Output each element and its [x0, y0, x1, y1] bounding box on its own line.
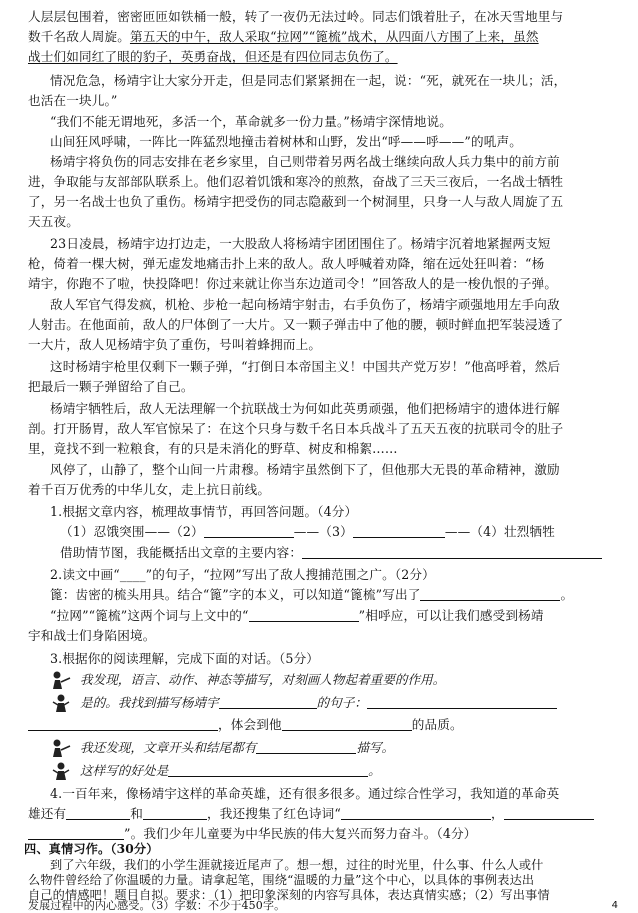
question-2-line: “拉网”“篦梳”这两个词与上文中的“ ”相呼应，可以让我们感受到杨靖	[50, 608, 544, 623]
passage-line: 了，另一名战士也负了重伤。杨靖宇把受伤的同志隐蔽到一个树洞里，只身一人与敌人周旋了五	[28, 194, 564, 209]
writing-prompt-line: 发展过程中的内心感受。（3）字数：不少于450字。	[28, 899, 286, 912]
writing-prompt-line: 到了六年级，我们的小学生涯就接近尾声了。想一想，过往的时光里，什么事、什么人或什	[50, 858, 544, 872]
answer-blank[interactable]	[504, 807, 594, 820]
page-number: 4	[611, 900, 618, 911]
question-2-line: 篦：齿密的梳头用具。结合“篦”字的本义，可以知道“篦梳”写出了 。	[50, 587, 574, 602]
dialogue-line: 这样写的好处是 。	[80, 763, 381, 778]
passage-line: 里，竟找不到一粒粮食，有的只是未消化的野草、树皮和棉絮……	[28, 441, 398, 456]
answer-blank[interactable]	[66, 807, 130, 820]
underlined-sentence: 战士们如同红了眼的豹子，英勇奋战，但还是有四位同志负伤了。	[28, 49, 398, 64]
passage-line: 着千百万优秀的中华儿女，走上抗日前线。	[28, 482, 271, 497]
passage-line: 敌人军官气得发疯，机枪、步枪一起向杨靖宇射击，右手负伤了，杨靖宇顽强地用左手向敌	[50, 297, 560, 312]
question-4-line: 雄还有 和 ，我还搜集了红色诗词“ ，	[28, 805, 620, 822]
question-1-summary: 借助情节图，我能概括出文章的主要内容：	[60, 544, 620, 561]
student-figure-icon	[50, 670, 72, 690]
answer-blank[interactable]	[143, 807, 207, 820]
answer-blank[interactable]	[28, 827, 124, 840]
passage-line: 一大片，敌人见杨靖宇负了重伤，号叫着蜂拥而上。	[28, 337, 322, 352]
passage-line: 靖宇，你跑不了啦，快投降吧！你过来就让你当东边道司令！”回答敌人的是一梭仇恨的子弹。	[28, 276, 558, 291]
answer-blank[interactable]	[28, 718, 218, 731]
passage-line: “我们不能无谓地死，多活一个，革命就多一份力量。”杨靖宇深情地说。	[50, 114, 452, 129]
answer-blank[interactable]	[256, 741, 356, 754]
passage-line: 数千名敌人周旋。第五天的中午，敌人采取“拉网”“篦梳”战术，从四面八方围了上来，虽然	[28, 29, 539, 44]
dialogue-line: 我还发现，文章开头和结尾都有 描写。	[80, 740, 395, 755]
answer-blank[interactable]	[249, 609, 359, 622]
student-figure-icon	[50, 693, 72, 713]
question-3: 3.根据你的阅读理解，完成下面的对话。（5分）	[50, 651, 320, 666]
answer-blank[interactable]	[341, 807, 491, 820]
passage-line: 天五夜。	[28, 214, 79, 229]
question-1: 1.根据文章内容，梳理故事情节，再回答问题。（4分）	[50, 504, 358, 519]
answer-blank[interactable]	[353, 525, 445, 538]
passage-line: 也活在一块儿。”	[28, 93, 118, 108]
answer-blank[interactable]	[219, 696, 317, 709]
passage-line: 这时杨靖宇枪里仅剩下一颗子弹，“打倒日本帝国主义！中国共产党万岁！”他高呼着，然后	[50, 359, 561, 374]
writing-prompt-line: 么物件曾经给了你温暖的力量。请拿起笔，围绕“温暖的力量”这个中心，以具体的事例表达出	[28, 873, 535, 887]
answer-blank[interactable]	[302, 546, 602, 559]
answer-blank[interactable]	[204, 525, 294, 538]
writing-prompt-line: 自己的情感吧！题目自拟。要求：（1）把印象深刻的内容写具体，表达真情实感；（2）写出事情	[28, 888, 550, 902]
dialogue-line: 我发现，语言、动作、神态等描写，对刻画人物起着重要的作用。	[80, 672, 446, 687]
passage-line: 进，争取能与友部部队联系上。他们忍着饥饿和寒冷的煎熬，奋战了三天三夜后，一名战士牺牲	[28, 174, 564, 189]
passage-line: 剖。打开肠胃，敌人军官惊呆了：在这个只身与数千名日本兵战斗了五天五夜的抗联司令的肚子	[28, 421, 564, 436]
student-figure-icon	[50, 738, 72, 758]
answer-blank[interactable]	[367, 696, 557, 709]
answer-blank[interactable]	[282, 718, 412, 731]
underlined-sentence: 第五天的中午，敌人采取“拉网”“篦梳”战术，从四面八方围了上来，虽然	[129, 29, 539, 44]
passage-line: 23日凌晨，杨靖宇边打边走，一大股敌人将杨靖宇团团围住了。杨靖宇沉着地紧握两支短	[50, 236, 551, 251]
answer-blank[interactable]	[168, 764, 368, 777]
question-4: 4.一百年来，像杨靖宇这样的革命英雄，还有很多很多。通过综合性学习，我知道的革命英	[50, 786, 560, 801]
passage-line: 情况危急，杨靖宇让大家分开走，但是同志们紧紧拥在一起，说：“死，就死在一块儿；活，	[50, 73, 567, 88]
question-4-line: ”。我们少年儿童要为中华民族的伟大复兴而努力奋斗。（4分）	[28, 825, 620, 842]
dialogue-line: 是的。我找到描写杨靖宇 的句子：	[80, 694, 620, 711]
section-heading: 四、真情习作。（30分）	[24, 842, 159, 856]
passage-line: 杨靖宇牺牲后，敌人无法理解一个抗联战士为何如此英勇顽强，他们把杨靖宇的遗体进行解	[50, 401, 560, 416]
dialogue-line: ，体会到他 的品质。	[28, 716, 620, 733]
question-2-line: 宇和战士们身陷困境。	[28, 628, 156, 643]
passage-line: 人层层包围着，密密匝匝如铁桶一般，转了一夜仍无法过岭。同志们饿着肚子，在冰天雪地里与	[28, 9, 564, 24]
passage-line: 把最后一颗子弹留给了自己。	[28, 379, 194, 394]
passage-line: 杨靖宇将负伤的同志安排在老乡家里，自己则带着另两名战士继续向敌人兵力集中的前方前	[50, 154, 560, 169]
passage-line: 风停了，山静了，整个山间一片肃穆。杨靖宇虽然倒下了，但他那大无畏的革命精神，激励	[50, 462, 560, 477]
student-figure-icon	[50, 761, 72, 781]
passage-line: 山间狂风呼啸，一阵比一阵猛烈地撞击着树林和山野，发出“呼——呼——”的吼声。	[50, 134, 522, 149]
question-2: 2.读文中画“____”的句子，“拉网”写出了敌人搜捕范围之广。（2分）	[50, 567, 435, 582]
passage-line: 人射击。在他面前，敌人的尸体倒了一大片。又一颗子弹击中了他的腰，顿时鲜血把军装浸透了	[28, 317, 564, 332]
passage-line: 枪，倚着一棵大树，弹无虚发地痛击扑上来的敌人。敌人呼喊着劝降，缩在远处狂叫着：“杨	[28, 256, 545, 271]
question-1-flow: （1）忍饿突围——（2） ——（3） ——（4）壮烈牺牲	[60, 524, 556, 539]
answer-blank[interactable]	[420, 588, 560, 601]
